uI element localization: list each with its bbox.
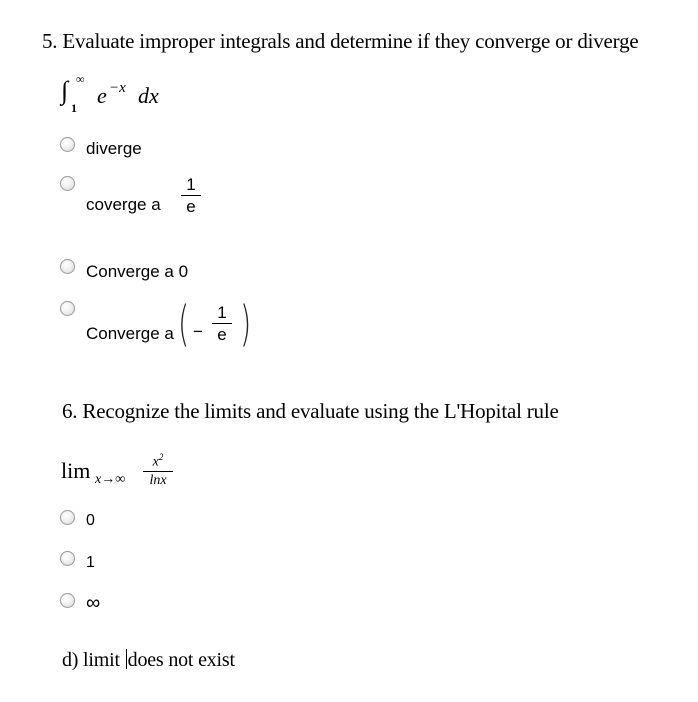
- numerator-exponent: 2: [158, 452, 164, 462]
- radio-q5-converge-0[interactable]: [60, 259, 75, 274]
- integral-upper-limit: ∞: [76, 72, 85, 86]
- integral-differential: dx: [138, 83, 159, 108]
- option-label: 1: [86, 554, 95, 571]
- radio-q6-0[interactable]: [60, 510, 75, 525]
- limit-denominator: lnx: [149, 472, 167, 488]
- radio-q6-infinity[interactable]: [60, 593, 75, 608]
- minus-sign: −: [193, 322, 203, 341]
- limit-numerator: $x^2$: [152, 452, 164, 470]
- fraction-denominator: e: [186, 197, 196, 216]
- fraction-1-over-e: [181, 175, 201, 218]
- radio-q5-converge-1-over-e[interactable]: [60, 176, 75, 191]
- limit-subscript: x→∞: [95, 472, 126, 487]
- option-label: Converge a: [86, 324, 174, 343]
- question-5-title: 5. Evaluate improper integrals and determine if they converge or diverge: [42, 29, 639, 53]
- radio-q5-diverge[interactable]: [60, 137, 75, 152]
- integral-lower-limit: 1: [71, 101, 77, 115]
- option-label: coverge a: [86, 195, 161, 214]
- left-paren: (: [178, 296, 190, 352]
- limit-fraction: [143, 449, 173, 490]
- fraction-numerator: 1: [186, 175, 196, 194]
- radio-q6-1[interactable]: [60, 551, 75, 566]
- option-d-text: [62, 649, 235, 672]
- option-label: Converge a 0: [86, 262, 189, 281]
- integrand-exponent: −x: [109, 80, 126, 96]
- integral-symbol: ∫: [61, 76, 69, 105]
- text-cursor: [126, 649, 127, 669]
- fraction-denominator: e: [217, 325, 227, 344]
- option-d-prefix: d) limit: [62, 649, 125, 671]
- right-paren: ): [240, 296, 252, 352]
- option-label: 0: [86, 512, 95, 529]
- integrand-base: e: [97, 83, 107, 108]
- question-6-title: 6. Recognize the limits and evaluate using the L'Hopital rule: [62, 399, 559, 423]
- fraction-neg-1-over-e: [212, 303, 232, 346]
- radio-q5-converge-neg-1-over-e[interactable]: [60, 301, 75, 316]
- option-label: diverge: [86, 139, 142, 158]
- option-d-suffix: does not exist: [127, 649, 235, 671]
- limit-operator: lim: [61, 458, 91, 483]
- option-label: ∞: [86, 592, 101, 614]
- fraction-numerator: 1: [217, 303, 227, 322]
